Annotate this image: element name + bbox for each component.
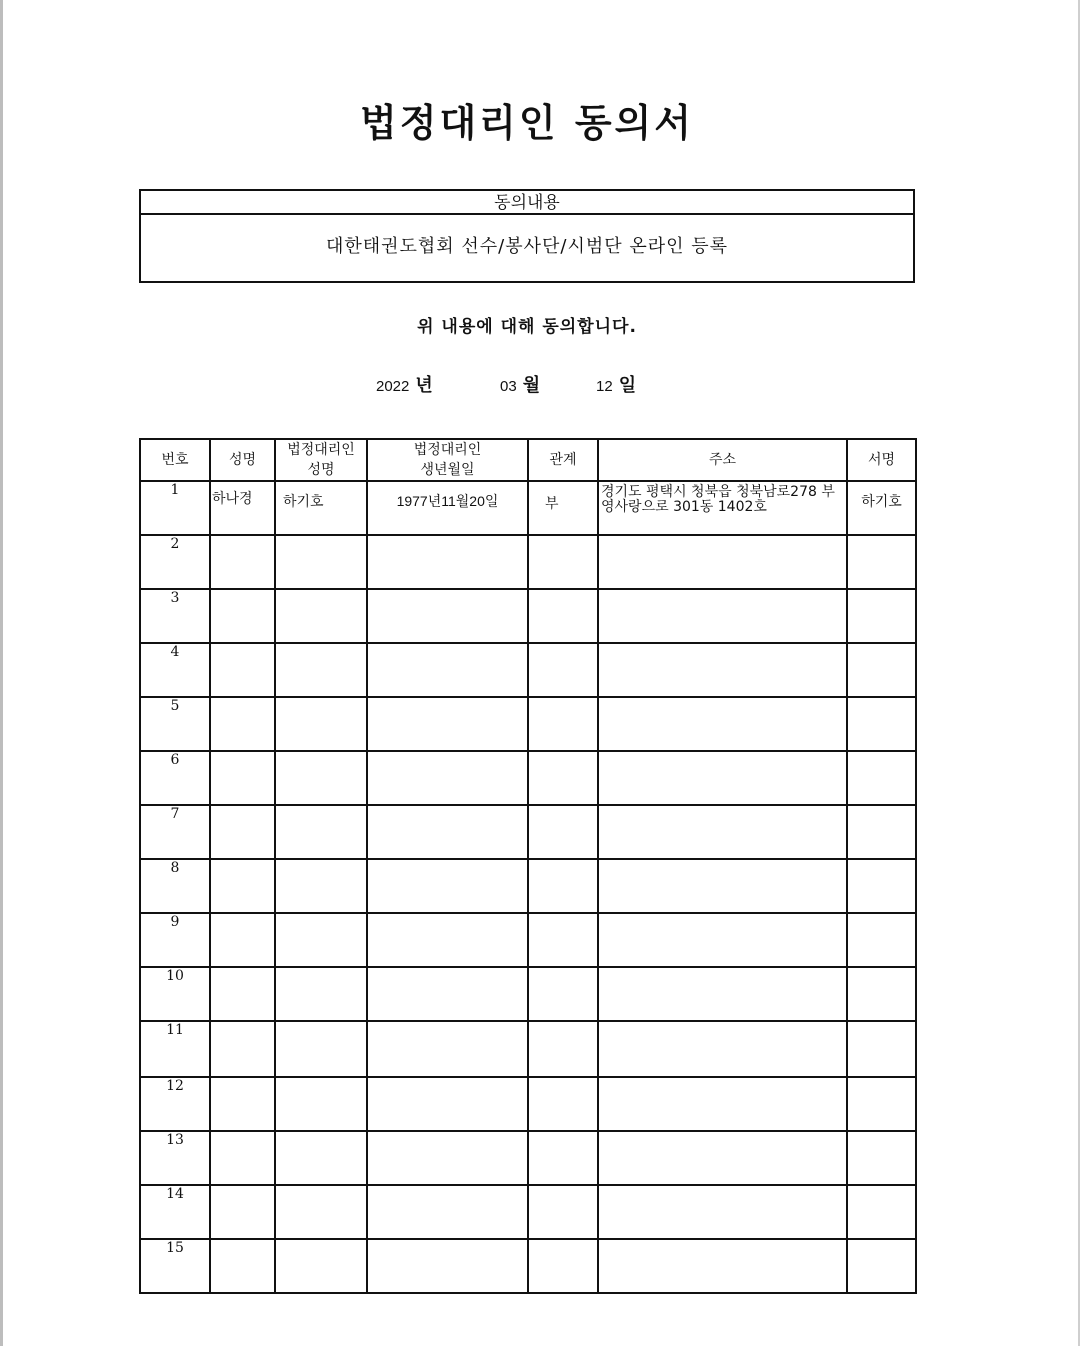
cell-no: 15 <box>140 1239 210 1293</box>
cell-guardian-name <box>275 967 367 1021</box>
cell-guardian-birth-text <box>368 1186 527 1195</box>
header-signature: 서명 <box>847 439 916 481</box>
cell-signature-text <box>848 1022 915 1031</box>
consent-header: 동의내용 <box>141 191 913 215</box>
date-year <box>376 371 433 395</box>
cell-address-text <box>599 1240 846 1243</box>
cell-address-text <box>599 590 846 593</box>
cell-name-text <box>211 644 274 650</box>
cell-name <box>210 913 275 967</box>
cell-guardian-name-text <box>276 1022 366 1031</box>
header-guardian-birth <box>367 439 528 481</box>
cell-address <box>598 967 847 1021</box>
cell-relation-text <box>529 860 597 871</box>
cell-address-text <box>599 1022 846 1025</box>
date-year-value: 2022 <box>376 378 410 395</box>
cell-guardian-name-text <box>276 590 366 599</box>
cell-signature <box>847 1077 916 1131</box>
cell-guardian-birth <box>367 859 528 913</box>
cell-address <box>598 1077 847 1131</box>
table-row <box>140 913 916 967</box>
consent-content: 대한태권도협회 선수/봉사단/시범단 온라인 등록 <box>325 236 729 257</box>
page-left-border <box>0 0 3 1346</box>
cell-name-text <box>211 914 274 920</box>
cell-guardian-birth <box>367 1239 528 1293</box>
cell-name <box>210 643 275 697</box>
cell-guardian-birth <box>367 1185 528 1239</box>
cell-relation <box>528 1077 598 1131</box>
cell-guardian-name <box>275 1239 367 1293</box>
cell-guardian-name <box>275 697 367 751</box>
cell-name <box>210 967 275 1021</box>
cell-guardian-birth-text <box>368 1132 527 1141</box>
cell-guardian-name <box>275 643 367 697</box>
cell-name <box>210 589 275 643</box>
document-title: 법정대리인 동의서 <box>360 100 694 145</box>
cell-address <box>598 859 847 913</box>
cell-guardian-name <box>275 1185 367 1239</box>
cell-guardian-birth <box>367 805 528 859</box>
header-no: 번호 <box>140 439 210 481</box>
table-row <box>140 751 916 805</box>
cell-relation <box>528 913 598 967</box>
cell-guardian-birth-text <box>368 752 527 761</box>
cell-guardian-name-text: 하기호 <box>283 494 324 510</box>
header-birth-line2: 생년월일 <box>420 462 475 478</box>
cell-no: 1 <box>140 481 210 535</box>
registration-table <box>139 438 917 1294</box>
cell-name-text <box>211 752 274 758</box>
header-guardian-name <box>275 439 367 481</box>
cell-relation-text <box>529 1186 597 1197</box>
header-guardian-line1: 법정대리인 <box>287 442 355 458</box>
cell-address <box>598 913 847 967</box>
cell-name <box>210 751 275 805</box>
table-row <box>140 967 916 1021</box>
cell-relation <box>528 967 598 1021</box>
cell-address <box>598 589 847 643</box>
cell-no: 4 <box>140 643 210 697</box>
cell-signature <box>847 589 916 643</box>
cell-guardian-name-text <box>276 752 366 761</box>
table-row <box>140 1021 916 1077</box>
cell-name <box>210 1021 275 1077</box>
cell-name-text: 하나경 <box>212 491 253 507</box>
table-header-row <box>140 439 916 481</box>
cell-guardian-birth-text <box>368 968 527 977</box>
cell-guardian-name-text <box>276 698 366 707</box>
cell-name <box>210 1185 275 1239</box>
cell-relation <box>528 1131 598 1185</box>
cell-signature-text <box>848 860 915 869</box>
cell-name <box>210 859 275 913</box>
cell-no: 10 <box>140 967 210 1021</box>
cell-relation-text <box>529 536 597 547</box>
cell-guardian-birth-text <box>368 914 527 923</box>
cell-guardian-name <box>275 805 367 859</box>
cell-name <box>210 535 275 589</box>
table-row <box>140 1185 916 1239</box>
cell-name-text <box>211 860 274 866</box>
cell-signature <box>847 751 916 805</box>
cell-signature <box>847 1185 916 1239</box>
cell-guardian-birth-text <box>368 860 527 869</box>
cell-address <box>598 1239 847 1293</box>
cell-name <box>210 697 275 751</box>
consent-box <box>139 189 915 283</box>
cell-signature <box>847 1021 916 1077</box>
table-row <box>140 535 916 589</box>
cell-name-text <box>211 536 274 542</box>
cell-address-text <box>599 1078 846 1081</box>
cell-guardian-birth <box>367 643 528 697</box>
cell-address <box>598 535 847 589</box>
date-month <box>500 371 540 395</box>
cell-no: 9 <box>140 913 210 967</box>
cell-guardian-birth-text <box>368 536 527 545</box>
cell-address <box>598 751 847 805</box>
cell-guardian-name <box>275 535 367 589</box>
table-row <box>140 805 916 859</box>
cell-signature <box>847 805 916 859</box>
table-row <box>140 1239 916 1293</box>
cell-signature-text <box>848 1132 915 1141</box>
cell-guardian-birth-text: 1977년11월20일 <box>396 493 499 509</box>
cell-relation <box>528 643 598 697</box>
date-day-value: 12 <box>596 378 613 395</box>
cell-name-text <box>211 1078 274 1084</box>
cell-guardian-birth <box>367 535 528 589</box>
cell-no: 11 <box>140 1021 210 1077</box>
cell-signature-text <box>848 644 915 653</box>
header-birth-line1: 법정대리인 <box>413 442 482 458</box>
header-address: 주소 <box>598 439 847 481</box>
cell-name <box>210 1239 275 1293</box>
cell-name-text <box>211 590 274 596</box>
cell-signature <box>847 481 916 535</box>
cell-address-text <box>599 968 846 971</box>
cell-guardian-name <box>275 859 367 913</box>
table-row <box>140 643 916 697</box>
cell-signature-text <box>848 698 915 707</box>
cell-guardian-name-text <box>276 1240 366 1249</box>
cell-signature-text <box>848 590 915 599</box>
cell-relation-text <box>529 1132 597 1143</box>
cell-guardian-name <box>275 481 367 535</box>
cell-relation <box>528 589 598 643</box>
cell-signature-text <box>848 1186 915 1195</box>
cell-guardian-birth <box>367 1131 528 1185</box>
cell-guardian-birth <box>367 913 528 967</box>
cell-address <box>598 1021 847 1077</box>
cell-name-text <box>211 968 274 974</box>
cell-name <box>210 481 275 535</box>
cell-relation <box>528 805 598 859</box>
cell-relation-text <box>529 1078 597 1089</box>
cell-guardian-name-text <box>276 1078 366 1087</box>
cell-name <box>210 1077 275 1131</box>
table-row <box>140 1131 916 1185</box>
cell-relation-text <box>529 914 597 925</box>
cell-address <box>598 697 847 751</box>
cell-signature-text <box>848 536 915 545</box>
cell-relation <box>528 751 598 805</box>
cell-name-text <box>211 1132 274 1138</box>
cell-guardian-birth <box>367 481 528 535</box>
cell-address <box>598 1131 847 1185</box>
cell-guardian-name-text <box>276 1186 366 1195</box>
cell-signature <box>847 643 916 697</box>
cell-no: 13 <box>140 1131 210 1185</box>
cell-signature <box>847 1239 916 1293</box>
cell-relation-text <box>529 1022 597 1033</box>
cell-guardian-name <box>275 1131 367 1185</box>
cell-guardian-name <box>275 913 367 967</box>
cell-no: 8 <box>140 859 210 913</box>
cell-guardian-birth <box>367 1077 528 1131</box>
cell-signature-text <box>848 752 915 761</box>
cell-guardian-name <box>275 1077 367 1131</box>
cell-guardian-birth-text <box>368 698 527 707</box>
cell-guardian-birth-text <box>368 806 527 815</box>
cell-signature-text <box>848 806 915 815</box>
cell-relation-text <box>529 752 597 763</box>
table-row <box>140 859 916 913</box>
cell-relation-text <box>529 1240 597 1251</box>
date-day-unit: 일 <box>618 375 637 396</box>
cell-relation-text <box>529 698 597 709</box>
cell-name-text <box>211 698 274 704</box>
table-row <box>140 589 916 643</box>
cell-guardian-name-text <box>276 536 366 545</box>
cell-relation <box>528 1239 598 1293</box>
cell-no: 2 <box>140 535 210 589</box>
cell-no: 12 <box>140 1077 210 1131</box>
cell-guardian-birth <box>367 967 528 1021</box>
cell-no: 7 <box>140 805 210 859</box>
cell-address-text <box>599 644 846 647</box>
cell-address-text <box>599 1132 846 1135</box>
cell-name <box>210 1131 275 1185</box>
cell-no: 6 <box>140 751 210 805</box>
cell-name-text <box>211 806 274 812</box>
cell-address <box>598 643 847 697</box>
cell-address-text <box>599 752 846 755</box>
cell-signature <box>847 859 916 913</box>
cell-address-text <box>599 698 846 701</box>
cell-name-text <box>211 1022 274 1028</box>
cell-guardian-birth-text <box>368 590 527 599</box>
cell-guardian-birth <box>367 589 528 643</box>
cell-signature <box>847 1131 916 1185</box>
cell-no: 14 <box>140 1185 210 1239</box>
table-row <box>140 1077 916 1131</box>
cell-signature-text <box>848 1078 915 1087</box>
cell-relation-text <box>529 644 597 655</box>
cell-relation <box>528 1021 598 1077</box>
cell-guardian-name-text <box>276 914 366 923</box>
cell-guardian-birth-text <box>368 1240 527 1249</box>
date-month-value: 03 <box>500 378 517 395</box>
cell-guardian-birth-text <box>368 1022 527 1031</box>
cell-guardian-birth <box>367 697 528 751</box>
cell-signature <box>847 913 916 967</box>
cell-address-text <box>599 1186 846 1189</box>
cell-signature <box>847 697 916 751</box>
cell-signature <box>847 967 916 1021</box>
cell-address-text <box>599 914 846 917</box>
cell-address-text <box>599 806 846 809</box>
date-day <box>596 371 636 395</box>
cell-address <box>598 481 847 535</box>
cell-relation-text <box>529 806 597 817</box>
cell-address-text <box>599 536 846 539</box>
cell-address <box>598 1185 847 1239</box>
cell-guardian-name-text <box>276 644 366 653</box>
table-row <box>140 481 916 535</box>
cell-address-text <box>599 860 846 863</box>
cell-no: 5 <box>140 697 210 751</box>
header-guardian-line2: 성명 <box>307 462 335 478</box>
header-name: 성명 <box>210 439 275 481</box>
cell-signature-text: 하기호 <box>861 494 902 510</box>
cell-guardian-birth-text <box>368 644 527 653</box>
cell-signature <box>847 535 916 589</box>
cell-guardian-name-text <box>276 860 366 869</box>
cell-name <box>210 805 275 859</box>
cell-guardian-name <box>275 751 367 805</box>
cell-address-text: 경기도 평택시 청북읍 청북남로278 부영사랑으로 301동 1402호 <box>601 484 835 515</box>
cell-relation <box>528 535 598 589</box>
cell-guardian-birth <box>367 1021 528 1077</box>
cell-relation <box>528 697 598 751</box>
cell-relation <box>528 859 598 913</box>
cell-guardian-birth <box>367 751 528 805</box>
header-relation: 관계 <box>528 439 598 481</box>
cell-signature-text <box>848 1240 915 1249</box>
cell-guardian-name <box>275 589 367 643</box>
cell-guardian-name-text <box>276 1132 366 1141</box>
cell-relation-text <box>529 590 597 601</box>
cell-name-text <box>211 1240 274 1246</box>
cell-guardian-birth-text <box>368 1078 527 1087</box>
cell-relation <box>528 481 598 535</box>
cell-relation-text: 부 <box>545 496 559 512</box>
table-row <box>140 697 916 751</box>
date-month-unit: 월 <box>522 375 541 396</box>
agreement-statement: 위 내용에 대해 동의합니다. <box>417 317 637 337</box>
cell-guardian-name <box>275 1021 367 1077</box>
cell-address <box>598 805 847 859</box>
cell-relation <box>528 1185 598 1239</box>
cell-no: 3 <box>140 589 210 643</box>
cell-name-text <box>211 1186 274 1192</box>
cell-signature-text <box>848 968 915 977</box>
date-year-unit: 년 <box>415 375 433 396</box>
cell-signature-text <box>848 914 915 923</box>
cell-guardian-name-text <box>276 968 366 977</box>
cell-relation-text <box>529 968 597 979</box>
cell-guardian-name-text <box>276 806 366 815</box>
